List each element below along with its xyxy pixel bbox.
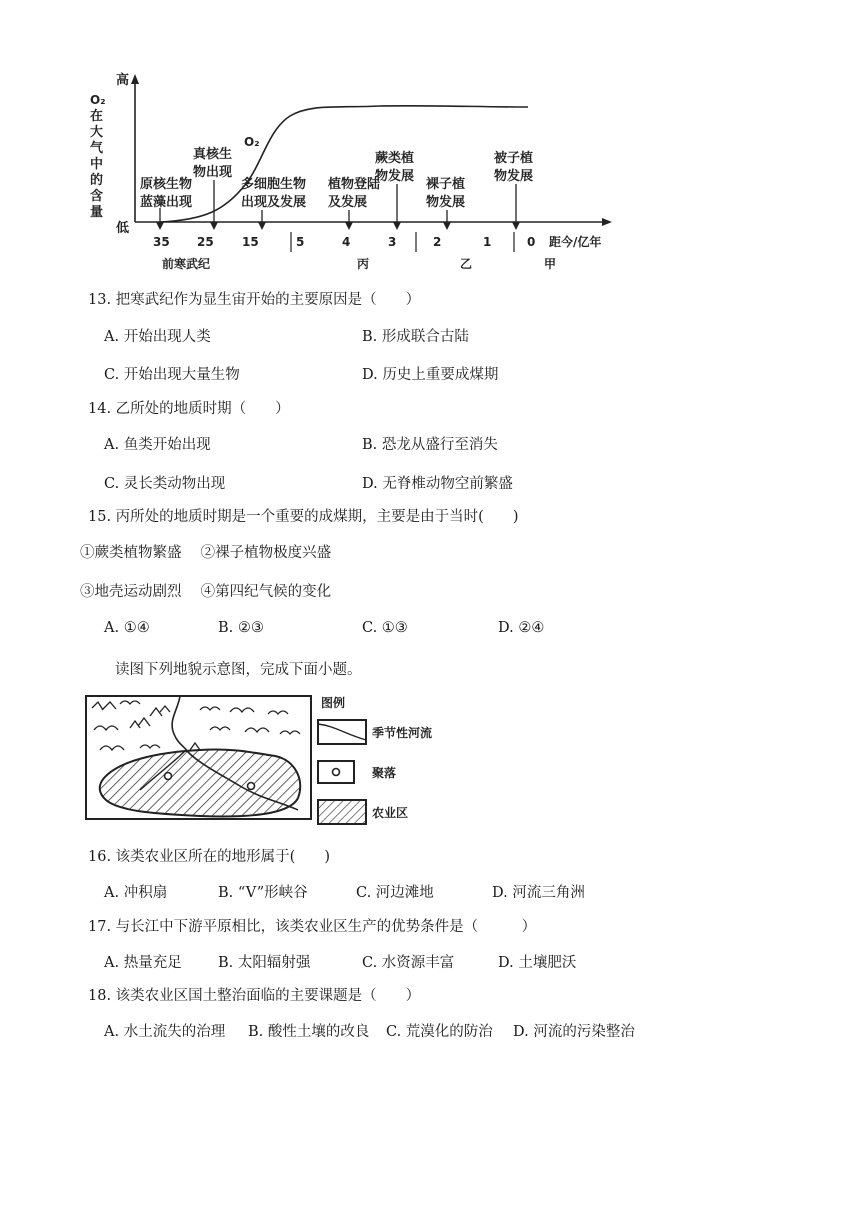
legend-farm-label: 农业区 — [372, 806, 409, 820]
section-intro: 读图下列地貌示意图，完成下面小题。 — [115, 662, 362, 678]
q13-option-d[interactable]: D. 历史上重要成煤期 — [362, 367, 499, 383]
event-label-line: 多细胞生物 — [241, 177, 307, 192]
question-17-stem: 17. 与长江中下游平原相比，该类农业区生产的优势条件是（ ） — [88, 919, 537, 935]
event-label — [494, 150, 533, 184]
event-label-line: 真核生 — [193, 147, 233, 162]
y-title-char: 含 — [90, 189, 104, 204]
q15-statements-2: ③地壳运动剧烈 ④第四纪气候的变化 — [80, 584, 332, 600]
q15-statements-1: ①蕨类植物繁盛 ②裸子植物极度兴盛 — [80, 545, 332, 561]
settlement-icon — [333, 769, 340, 776]
y-title-char: 量 — [90, 205, 104, 220]
q16-option-b[interactable]: B. “V”形峡谷 — [218, 885, 308, 901]
event-label-line: 物发展 — [426, 195, 466, 210]
event-label-line: 蓝藻出现 — [140, 195, 193, 210]
tick-label: 4 — [342, 235, 351, 249]
question-16-stem: 16. 该类农业区所在的地形属于( ) — [88, 849, 330, 865]
legend-title: 图例 — [321, 696, 346, 710]
tick-label: 35 — [153, 235, 170, 249]
y-low-label: 低 — [116, 221, 130, 236]
q14-option-c[interactable]: C. 灵长类动物出现 — [104, 476, 226, 492]
curve-label: O₂ — [244, 135, 260, 149]
event-label-line: 被子植 — [494, 151, 534, 166]
era-label: 乙 — [460, 257, 473, 271]
y-high-label: 高 — [116, 73, 130, 88]
q18-option-c[interactable]: C. 荒漠化的防治 — [386, 1024, 493, 1040]
q16-option-c[interactable]: C. 河边滩地 — [356, 885, 434, 901]
era-label: 甲 — [544, 257, 557, 271]
q13-option-b[interactable]: B. 形成联合古陆 — [362, 329, 469, 345]
tick-label: 15 — [242, 235, 259, 249]
era-label: 丙 — [357, 257, 370, 271]
arrowhead — [156, 222, 164, 230]
y-axis-title — [90, 93, 105, 220]
tick-label: 25 — [197, 235, 214, 249]
tick-label: 1 — [483, 235, 492, 249]
event-label — [193, 146, 232, 180]
q13-option-c[interactable]: C. 开始出现大量生物 — [104, 367, 240, 383]
event-label — [426, 176, 465, 210]
q17-option-b[interactable]: B. 太阳辐射强 — [218, 955, 311, 971]
q15-option-a[interactable]: A. ①④ — [104, 620, 150, 636]
x-unit-label: 距今/亿年 — [549, 235, 602, 249]
legend-settlement-label: 聚落 — [372, 766, 397, 780]
q15-option-d[interactable]: D. ②④ — [498, 620, 545, 636]
event-arrowheads — [156, 222, 520, 230]
q18-option-d[interactable]: D. 河流的污染整治 — [513, 1024, 635, 1040]
event-label-line: 植物登陆 — [328, 177, 381, 192]
event-label — [375, 150, 414, 184]
q13-option-a[interactable]: A. 开始出现人类 — [104, 329, 211, 345]
landform-diagram — [80, 690, 440, 830]
y-title-char: 气 — [90, 141, 104, 156]
arrowhead — [345, 222, 353, 230]
event-label-line: 原核生物 — [140, 177, 193, 192]
arrowhead — [512, 222, 520, 230]
q14-option-b[interactable]: B. 恐龙从盛行至消失 — [362, 437, 498, 453]
arrowhead — [210, 222, 218, 230]
settlement-icon — [165, 773, 172, 780]
event-label-line: 及发展 — [328, 195, 368, 210]
q17-option-d[interactable]: D. 土壤肥沃 — [498, 955, 577, 971]
q18-option-b[interactable]: B. 酸性土壤的改良 — [248, 1024, 370, 1040]
arrowhead — [443, 222, 451, 230]
q14-option-a[interactable]: A. 鱼类开始出现 — [104, 437, 211, 453]
q15-option-c[interactable]: C. ①③ — [362, 620, 408, 636]
question-15-stem: 15. 丙所处的地质时期是一个重要的成煤期，主要是由于当时( ) — [88, 509, 519, 525]
settlement-icon — [248, 783, 255, 790]
event-label — [328, 176, 380, 210]
legend-river-label: 季节性河流 — [372, 726, 433, 740]
question-18-stem: 18. 该类农业区国土整治面临的主要课题是（ ） — [88, 988, 421, 1004]
era-label: 前寒武纪 — [162, 257, 211, 271]
q14-option-d[interactable]: D. 无脊椎动物空前繁盛 — [362, 476, 513, 492]
event-label — [241, 176, 306, 210]
y-title-char: 大 — [90, 125, 104, 140]
q17-option-c[interactable]: C. 水资源丰富 — [362, 955, 455, 971]
tick-label: 3 — [388, 235, 397, 249]
arrowhead — [258, 222, 266, 230]
legend-river-swatch — [318, 720, 366, 744]
y-title-char: O₂ — [90, 93, 106, 107]
x-axis-arrow — [602, 218, 612, 226]
question-14-stem: 14. 乙所处的地质时期（ ） — [88, 401, 290, 417]
y-axis-arrow — [131, 74, 139, 84]
q18-option-a[interactable]: A. 水土流失的治理 — [104, 1024, 226, 1040]
event-label-line: 物发展 — [375, 169, 415, 184]
event-label — [140, 176, 192, 210]
event-label-line: 物发展 — [494, 169, 534, 184]
event-label-line: 物出现 — [193, 165, 233, 180]
legend-farm-swatch — [318, 800, 366, 824]
event-label-line: 出现及发展 — [241, 195, 307, 210]
q16-option-a[interactable]: A. 冲积扇 — [104, 885, 168, 901]
q16-option-d[interactable]: D. 河流三角洲 — [492, 885, 585, 901]
tick-label: 5 — [296, 235, 305, 249]
arrowhead — [393, 222, 401, 230]
tick-label: 2 — [433, 235, 442, 249]
geologic-oxygen-chart — [0, 0, 860, 280]
y-title-char: 的 — [90, 173, 104, 188]
event-label-line: 蕨类植 — [375, 151, 415, 166]
question-13-stem: 13. 把寒武纪作为显生宙开始的主要原因是（ ） — [88, 292, 421, 308]
event-label-line: 裸子植 — [426, 177, 466, 192]
q15-option-b[interactable]: B. ②③ — [218, 620, 264, 636]
q17-option-a[interactable]: A. 热量充足 — [104, 955, 182, 971]
tick-label: 0 — [527, 235, 536, 249]
y-title-char: 中 — [90, 157, 104, 172]
y-title-char: 在 — [90, 109, 104, 124]
